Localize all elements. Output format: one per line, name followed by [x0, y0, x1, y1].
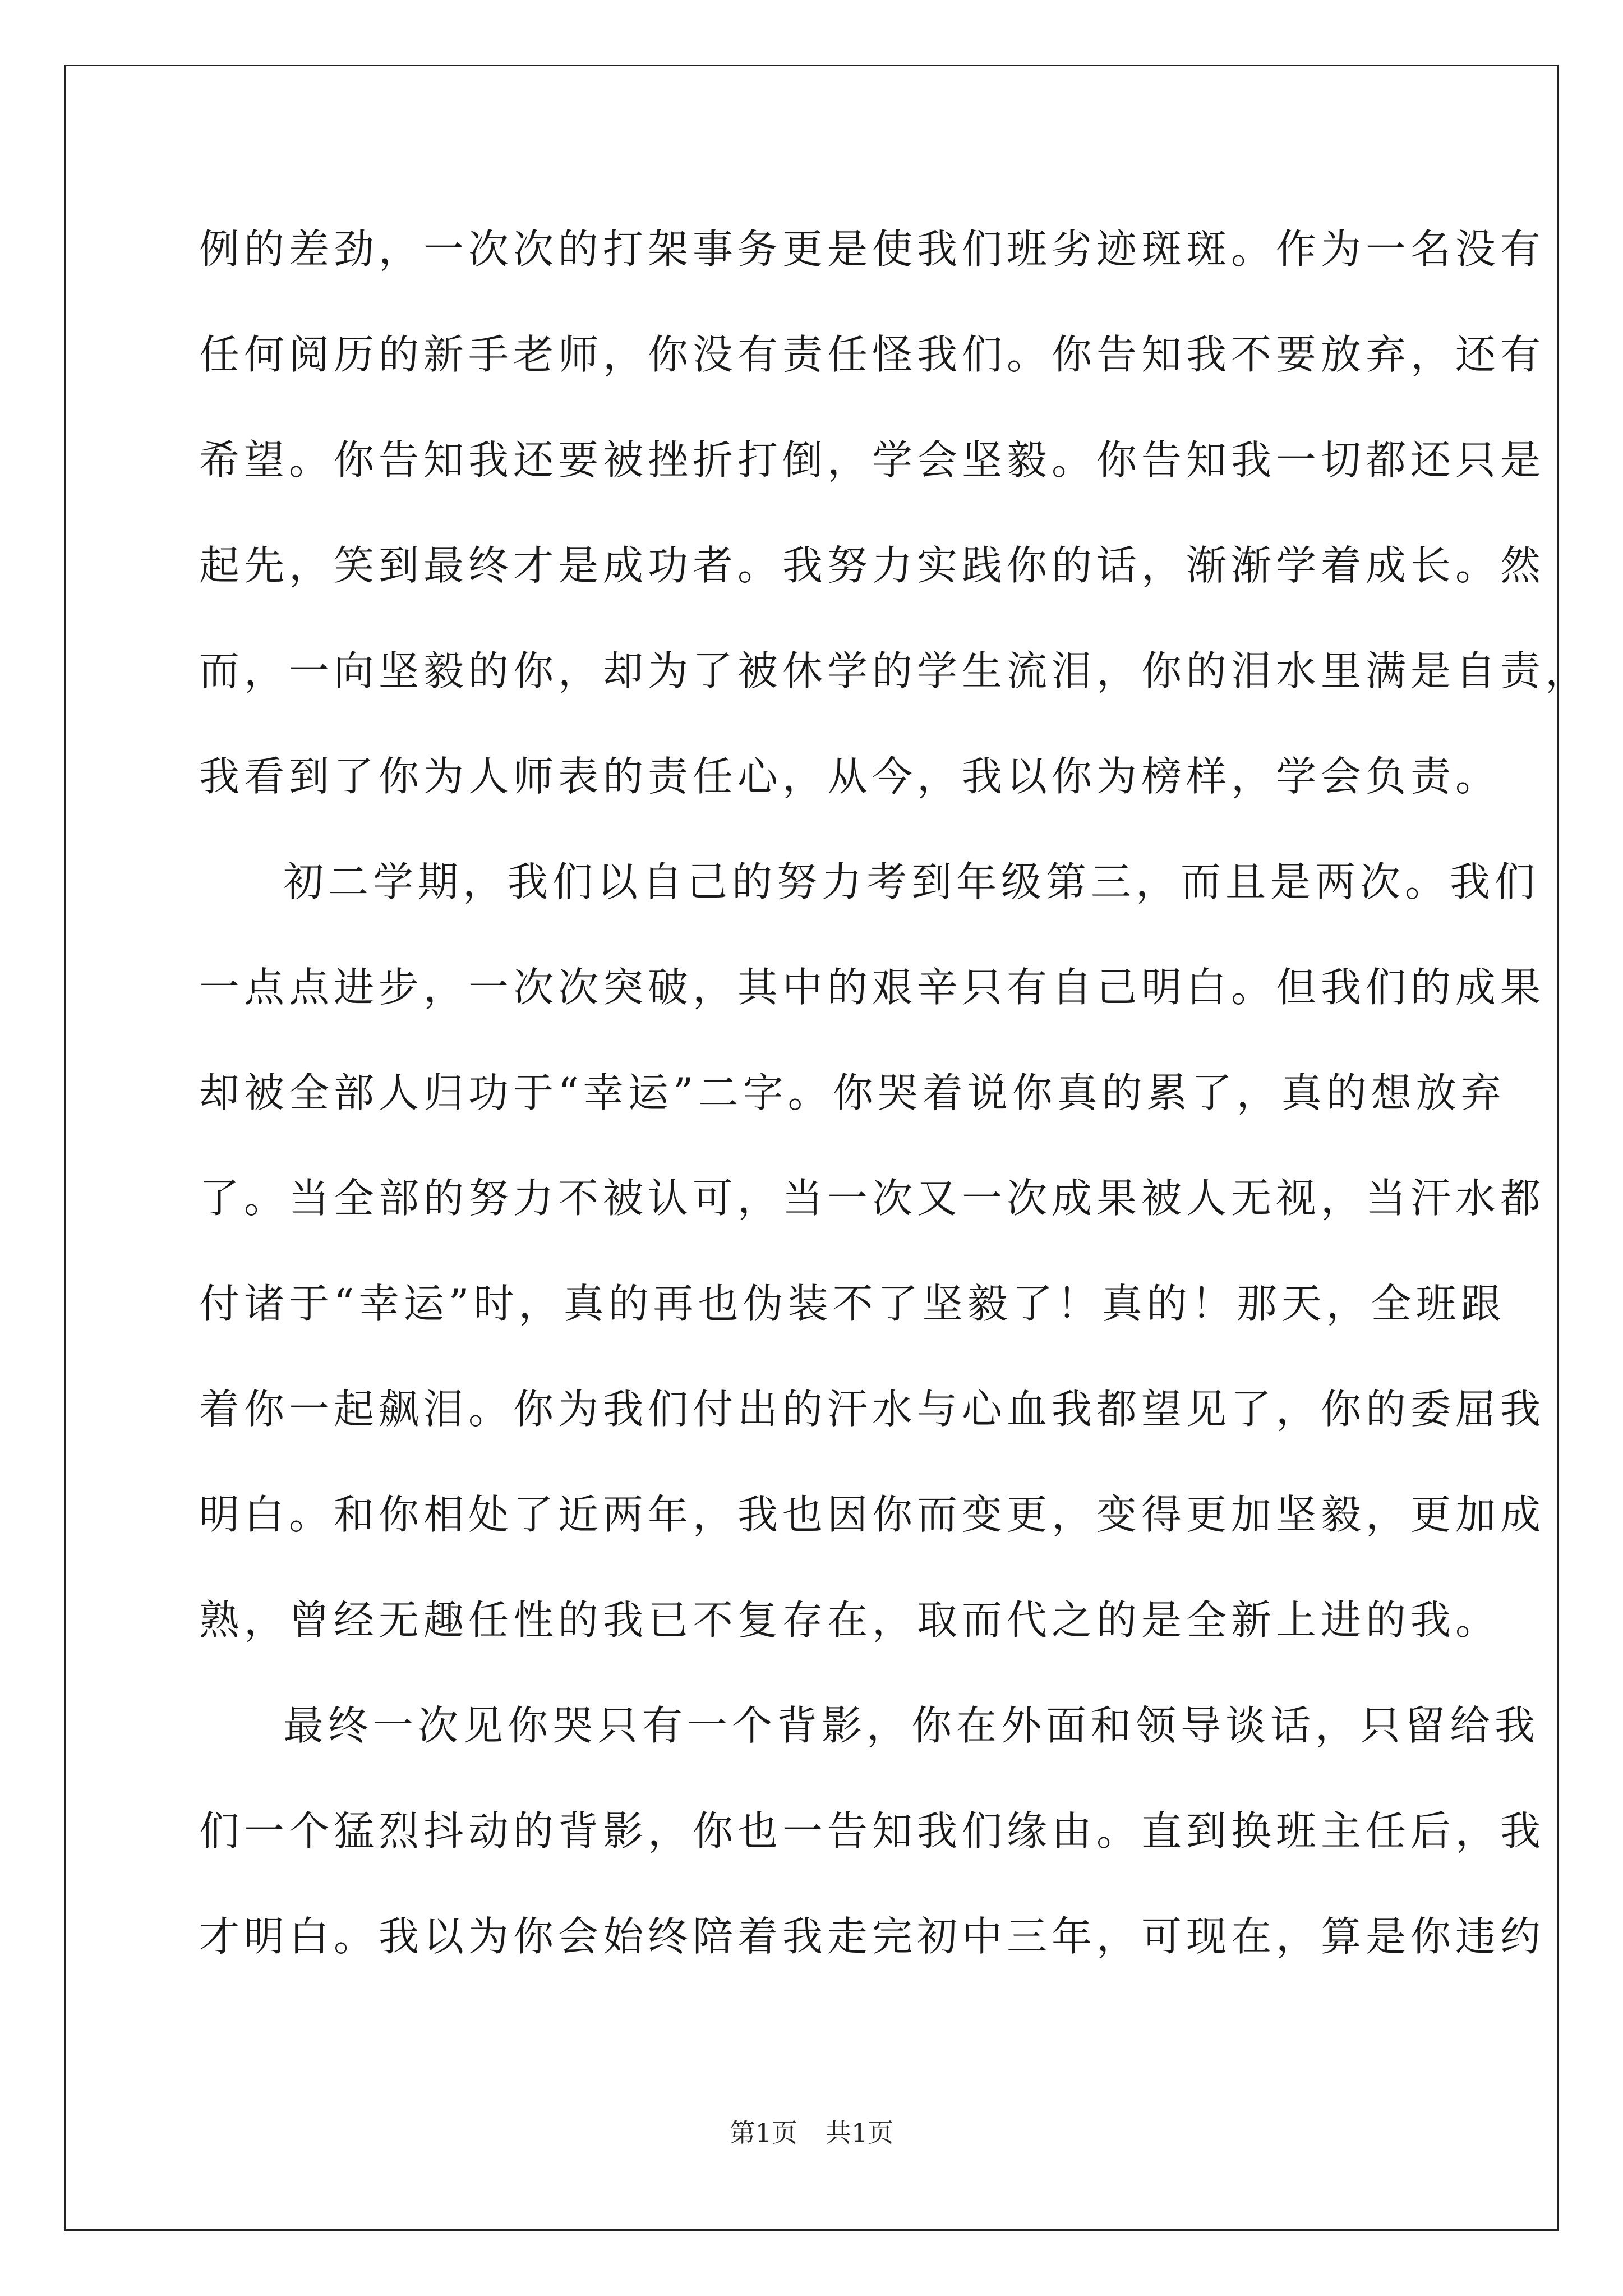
text-line: 而，一向坚毅的你，却为了被休学的学生流泪，你的泪水里满是自责，: [199, 647, 1590, 694]
text-line: 起先，笑到最终才是成功者。我努力实践你的话，渐渐学着成长。然: [199, 542, 1546, 589]
document-body: [199, 196, 1590, 1989]
text-line: 付诸于“幸运”时，真的再也伪装不了坚毅了！真的！那天，全班跟: [199, 1280, 1506, 1327]
text-line: 却被全部人归功于“幸运”二字。你哭着说你真的累了，真的想放弃: [199, 1069, 1506, 1116]
text-line: 熟，曾经无趣任性的我已不复存在，取而代之的是全新上进的我。: [199, 1596, 1501, 1644]
page-total: 共1页: [826, 2118, 894, 2148]
page-footer: [0, 2116, 1623, 2150]
text-line: 了。当全部的努力不被认可，当一次又一次成果被人无视，当汗水都: [199, 1175, 1546, 1222]
text-line: 初二学期，我们以自己的努力考到年级第三，而且是两次。我们: [283, 858, 1540, 905]
text-line: 我看到了你为人师表的责任心，从今，我以你为榜样，学会负责。: [199, 753, 1501, 800]
text-line: 才明白。我以为你会始终陪着我走完初中三年，可现在，算是你违约: [199, 1913, 1546, 1960]
text-line: 一点点进步，一次次突破，其中的艰辛只有自己明白。但我们的成果: [199, 964, 1546, 1011]
paragraph-1: [199, 196, 1590, 829]
text-line: 任何阅历的新手老师，你没有责任怪我们。你告知我不要放弃，还有: [199, 331, 1546, 378]
text-line: 明白。和你相处了近两年，我也因你而变更，变得更加坚毅，更加成: [199, 1491, 1546, 1538]
text-line: 最终一次见你哭只有一个背影，你在外面和领导谈话，只留给我: [283, 1702, 1540, 1749]
text-line: 希望。你告知我还要被挫折打倒，学会坚毅。你告知我一切都还只是: [199, 436, 1546, 484]
paragraph-3: [199, 1673, 1546, 1989]
text-line: 们一个猛烈抖动的背影，你也一告知我们缘由。直到换班主任后，我: [199, 1807, 1546, 1855]
page-number: 第1页: [729, 2118, 797, 2148]
paragraph-2: [199, 829, 1546, 1673]
text-line: 例的差劲，一次次的打架事务更是使我们班劣迹斑斑。作为一名没有: [199, 226, 1546, 273]
text-line: 着你一起飙泪。你为我们付出的汗水与心血我都望见了，你的委屈我: [199, 1386, 1546, 1433]
